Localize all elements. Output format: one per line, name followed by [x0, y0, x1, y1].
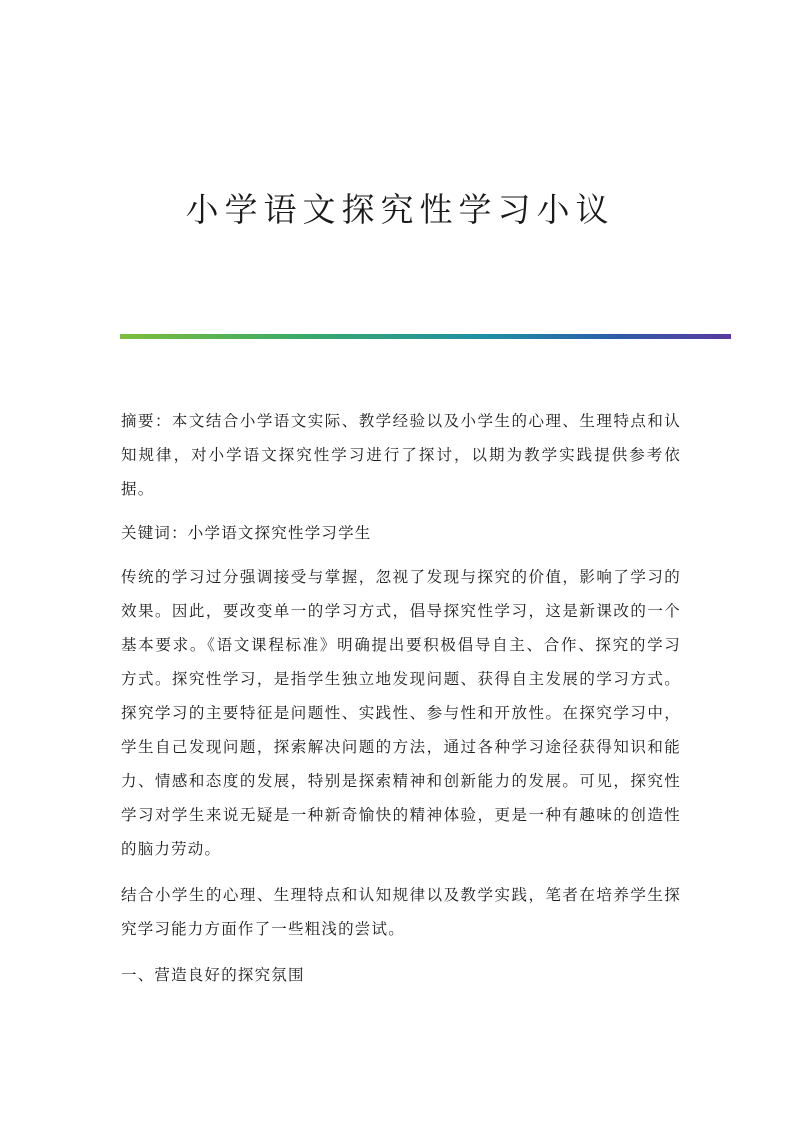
document-title: 小学语文探究性学习小议: [185, 190, 615, 229]
document-body: [121, 404, 681, 1002]
abstract: 摘要：本文结合小学语文实际、教学经验以及小学生的心理、生理特点和认知规律，对小学语文探究性学习进行了探讨，以期为教学实践提供参考依据。: [121, 412, 681, 498]
title-divider: [120, 334, 731, 339]
body-paragraph-2: 结合小学生的心理、生理特点和认知规律以及教学实践，笔者在培养学生探究学习能力方面作了一些粗浅的尝试。: [121, 886, 681, 938]
body-paragraph-1: 传统的学习过分强调接受与掌握，忽视了发现与探究的价值，影响了学习的效果。因此，要改变单一的学习方式，倡导探究性学习，这是新课改的一个基本要求。《语文课程标准》明确提出要积极倡导自主、合作、探究的学习方式。探究性学习，是指学生独立地发现问题、获得自主发展的学习方式。探究学习的主要特征是问题性、实践性、参与性和开放性。在探究学习中，学生自己发现问题，探索解决问题的方法，通过各种学习途径获得知识和能力、情感和态度的发展，特别是探索精神和创新能力的发展。可见，探究性学习对学生来说无疑是一种新奇愉快的精神体验，更是一种有趣味的创造性的脑力劳动。: [121, 568, 681, 858]
keywords: 关键词：小学语文探究性学习学生: [121, 524, 372, 542]
section-heading: 一、营造良好的探究氛围: [121, 966, 305, 984]
